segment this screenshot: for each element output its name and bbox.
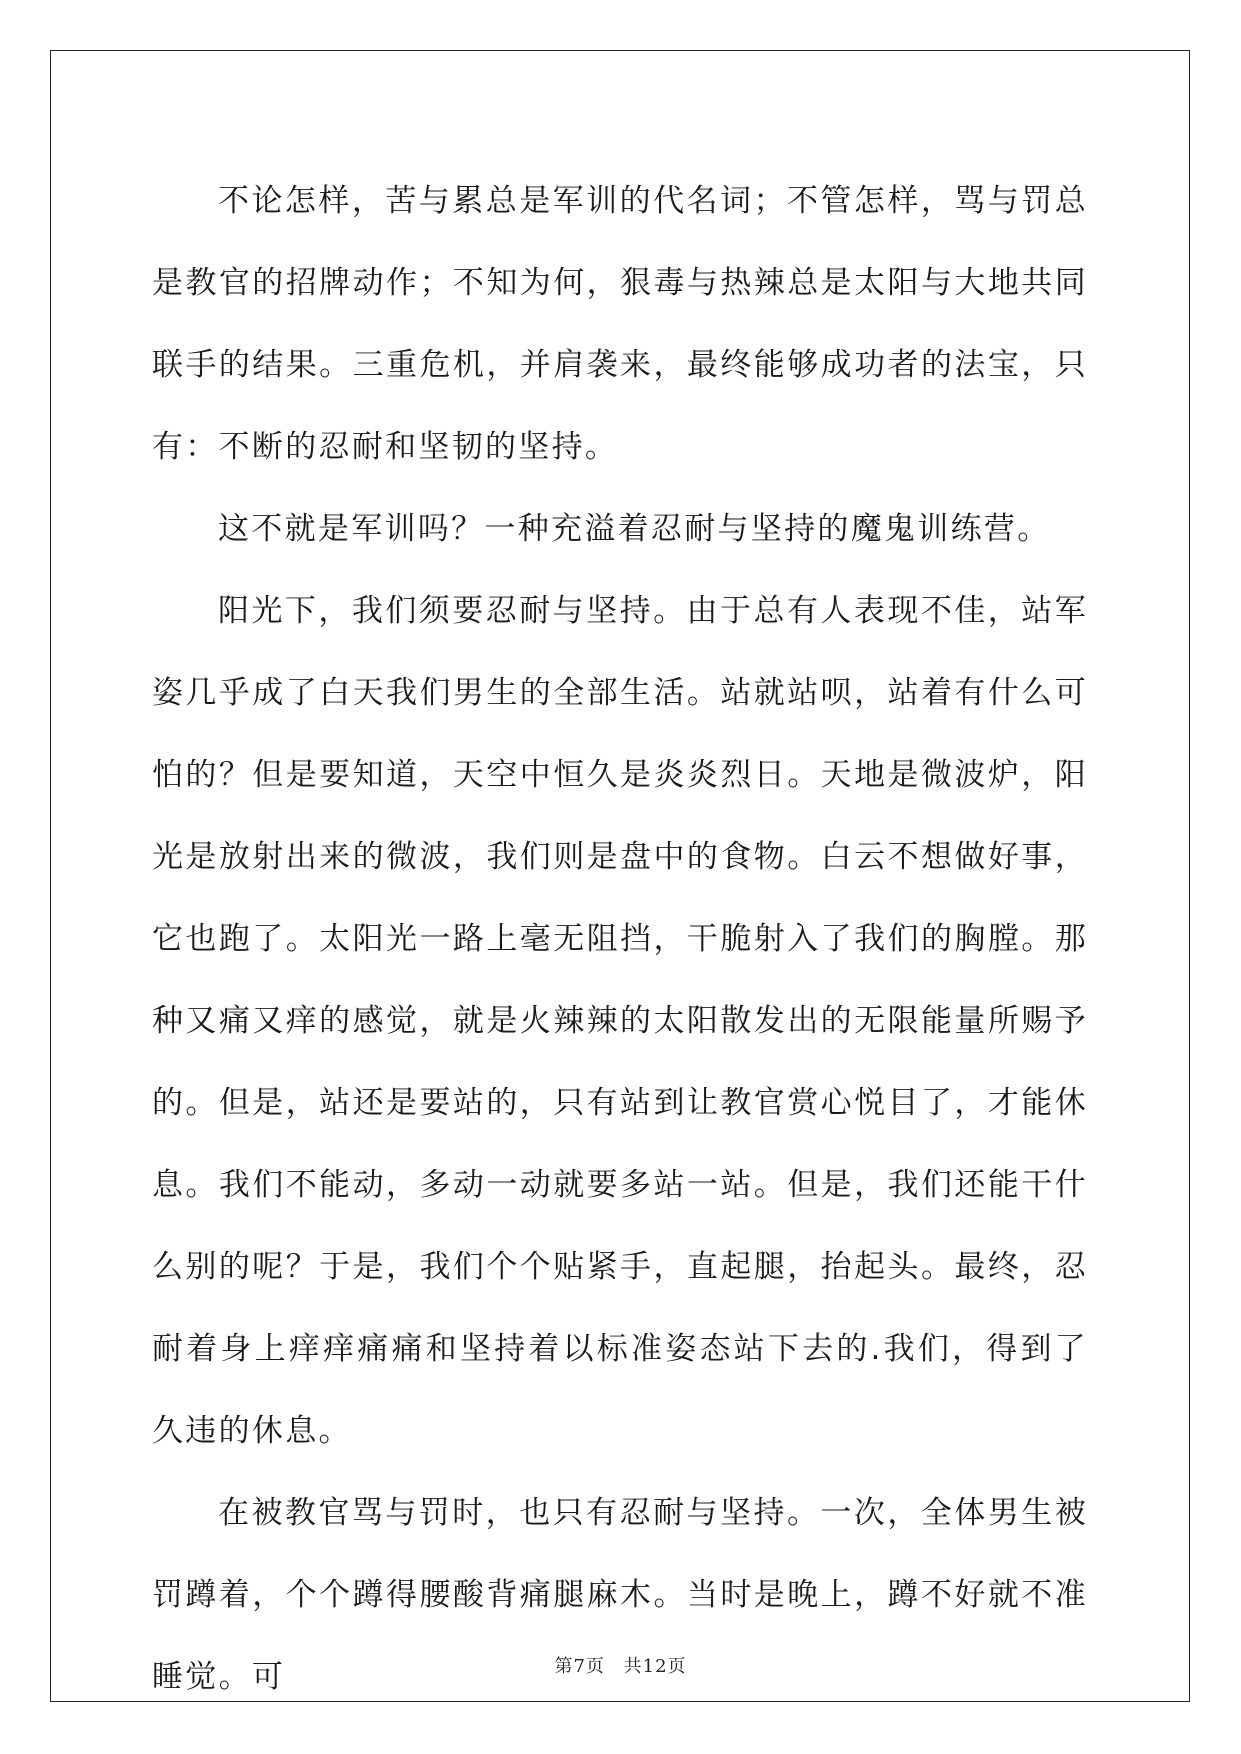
paragraph-4: 在被教官骂与罚时，也只有忍耐与坚持。一次，全体男生被罚蹲着，个个蹲得腰酸背痛腿麻木。当时是晚上，蹲不好就不准睡觉。可	[152, 1495, 1088, 1695]
page-footer	[0, 1652, 1241, 1678]
document-body	[152, 160, 1088, 1718]
paragraph-2: 这不就是军训吗？一种充溢着忍耐与坚持的魔鬼训练营。	[218, 511, 1051, 547]
paragraph-1: 不论怎样，苦与累总是军训的代名词；不管怎样，骂与罚总是教官的招牌动作；不知为何，狠毒与热辣总是太阳与大地共同联手的结果。三重危机，并肩袭来，最终能够成功者的法宝，只有：不断的忍耐和坚韧的坚持。	[152, 183, 1088, 465]
total-page-count: 共12页	[623, 1656, 687, 1677]
paragraph-3: 阳光下，我们须要忍耐与坚持。由于总有人表现不佳，站军姿几乎成了白天我们男生的全部生活。站就站呗，站着有什么可怕的？但是要知道，天空中恒久是炎炎烈日。天地是微波炉，阳光是放射出来的微波，我们则是盘中的食物。白云不想做好事，它也跑了。太阳光一路上毫无阻挡，干脆射入了我们的胸膛。那种又痛又痒的感觉，就是火辣辣的太阳散发出的无限能量所赐予的。但是，站还是要站的，只有站到让教官赏心悦目了，才能休息。我们不能动，多动一动就要多站一站。但是，我们还能干什么别的呢？于是，我们个个贴紧手，直起腿，抬起头。最终，忍耐着身上痒痒痛痛和坚持着以标准姿态站下去的.我们，得到了久违的休息。	[152, 593, 1088, 1449]
current-page-number: 第7页	[554, 1656, 605, 1677]
